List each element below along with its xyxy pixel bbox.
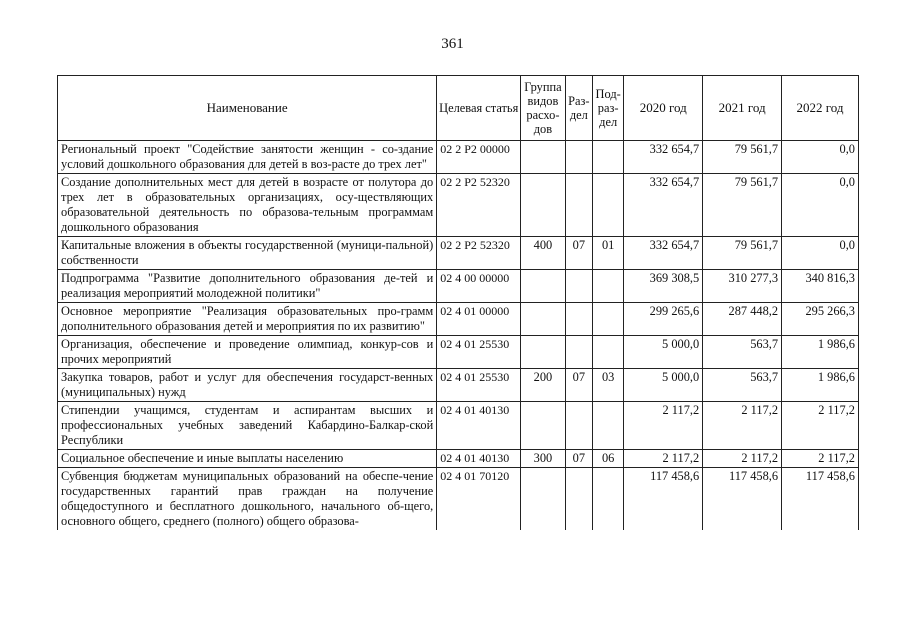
row-subsection: 03 — [592, 369, 623, 402]
budget-table — [57, 75, 859, 530]
row-value-2020: 5 000,0 — [624, 369, 703, 402]
row-value-2020: 332 654,7 — [624, 237, 703, 270]
row-value-2022: 2 117,2 — [782, 450, 859, 468]
row-target-article: 02 4 01 25530 — [437, 336, 521, 369]
row-section — [565, 174, 592, 237]
row-section — [565, 270, 592, 303]
table-row — [58, 237, 859, 270]
row-value-2021: 563,7 — [703, 369, 782, 402]
header-name: Наименование — [58, 76, 437, 141]
row-target-article: 02 4 01 70120 — [437, 468, 521, 531]
row-value-2020: 2 117,2 — [624, 450, 703, 468]
row-expense-group — [521, 468, 566, 531]
row-target-article: 02 4 01 25530 — [437, 369, 521, 402]
row-target-article: 02 4 00 00000 — [437, 270, 521, 303]
row-value-2022: 0,0 — [782, 141, 859, 174]
row-value-2021: 79 561,7 — [703, 141, 782, 174]
row-subsection — [592, 468, 623, 531]
row-name: Основное мероприятие "Реализация образовательных про-грамм дополнительного образования детей и мероприятия по их развитию" — [58, 303, 437, 336]
table-row — [58, 336, 859, 369]
row-name: Социальное обеспечение и иные выплаты населению — [58, 450, 437, 468]
row-section — [565, 468, 592, 531]
row-target-article: 02 2 P2 52320 — [437, 174, 521, 237]
row-value-2021: 117 458,6 — [703, 468, 782, 531]
row-value-2020: 2 117,2 — [624, 402, 703, 450]
row-name: Субвенция бюджетам муниципальных образований на обеспе-чение государственных гарантий прав граждан на получение общедоступного и бесплатного дошкольного, начального об-щего, основного общего, среднего (полного) общего образова- — [58, 468, 437, 531]
row-subsection — [592, 270, 623, 303]
row-value-2022: 1 986,6 — [782, 369, 859, 402]
row-value-2020: 299 265,6 — [624, 303, 703, 336]
row-value-2021: 79 561,7 — [703, 237, 782, 270]
table-row — [58, 270, 859, 303]
row-value-2020: 369 308,5 — [624, 270, 703, 303]
header-year-2021: 2021 год — [703, 76, 782, 141]
row-expense-group — [521, 303, 566, 336]
table-header-row — [58, 76, 859, 141]
header-section: Раз-дел — [565, 76, 592, 141]
row-section — [565, 141, 592, 174]
row-expense-group — [521, 141, 566, 174]
row-value-2020: 117 458,6 — [624, 468, 703, 531]
row-subsection — [592, 402, 623, 450]
row-name: Стипендии учащимся, студентам и аспирантам высших и профессиональных учебных заведений Кабардино-Балкар-ской Республики — [58, 402, 437, 450]
table-row — [58, 141, 859, 174]
row-subsection — [592, 174, 623, 237]
row-value-2021: 79 561,7 — [703, 174, 782, 237]
row-subsection — [592, 141, 623, 174]
row-subsection — [592, 336, 623, 369]
header-expense-group: Группа видов расхо-дов — [521, 76, 566, 141]
row-section: 07 — [565, 450, 592, 468]
table-row — [58, 369, 859, 402]
row-section — [565, 303, 592, 336]
row-expense-group: 400 — [521, 237, 566, 270]
row-expense-group — [521, 336, 566, 369]
row-value-2022: 0,0 — [782, 174, 859, 237]
row-target-article: 02 4 01 00000 — [437, 303, 521, 336]
row-value-2022: 340 816,3 — [782, 270, 859, 303]
row-subsection: 06 — [592, 450, 623, 468]
row-name: Организация, обеспечение и проведение олимпиад, конкур-сов и прочих мероприятий — [58, 336, 437, 369]
row-section — [565, 402, 592, 450]
row-name: Капитальные вложения в объекты государственной (муници-пальной) собственности — [58, 237, 437, 270]
row-subsection — [592, 303, 623, 336]
row-name: Создание дополнительных мест для детей в возрасте от полутора до трех лет в образовательных организациях, осу-ществляющих образовательной деятельность по образова-тельным программам дошкольного образования — [58, 174, 437, 237]
row-target-article: 02 2 P2 00000 — [437, 141, 521, 174]
row-expense-group: 300 — [521, 450, 566, 468]
row-section — [565, 336, 592, 369]
row-value-2022: 1 986,6 — [782, 336, 859, 369]
table-row — [58, 174, 859, 237]
row-value-2020: 5 000,0 — [624, 336, 703, 369]
table-row — [58, 303, 859, 336]
row-name: Закупка товаров, работ и услуг для обеспечения государст-венных (муниципальных) нужд — [58, 369, 437, 402]
row-value-2022: 117 458,6 — [782, 468, 859, 531]
row-value-2022: 295 266,3 — [782, 303, 859, 336]
header-year-2022: 2022 год — [782, 76, 859, 141]
row-value-2022: 2 117,2 — [782, 402, 859, 450]
header-year-2020: 2020 год — [624, 76, 703, 141]
row-section: 07 — [565, 369, 592, 402]
row-value-2021: 563,7 — [703, 336, 782, 369]
row-subsection: 01 — [592, 237, 623, 270]
row-expense-group — [521, 270, 566, 303]
row-expense-group — [521, 402, 566, 450]
row-value-2020: 332 654,7 — [624, 174, 703, 237]
row-value-2021: 287 448,2 — [703, 303, 782, 336]
row-target-article: 02 4 01 40130 — [437, 402, 521, 450]
header-subsection: Под-раз-дел — [592, 76, 623, 141]
header-target-article: Целевая статья — [437, 76, 521, 141]
row-name: Подпрограмма "Развитие дополнительного образования де-тей и реализация мероприятий молодежной политики" — [58, 270, 437, 303]
page-number: 361 — [441, 36, 464, 52]
row-name: Региональный проект "Содействие занятости женщин - со-здание условий дошкольного образования для детей в воз-расте до трех лет" — [58, 141, 437, 174]
table-row — [58, 468, 859, 531]
row-value-2021: 2 117,2 — [703, 450, 782, 468]
table-row — [58, 402, 859, 450]
row-target-article: 02 2 P2 52320 — [437, 237, 521, 270]
row-value-2022: 0,0 — [782, 237, 859, 270]
row-value-2021: 2 117,2 — [703, 402, 782, 450]
row-value-2020: 332 654,7 — [624, 141, 703, 174]
row-value-2021: 310 277,3 — [703, 270, 782, 303]
row-target-article: 02 4 01 40130 — [437, 450, 521, 468]
table-row — [58, 450, 859, 468]
row-section: 07 — [565, 237, 592, 270]
row-expense-group: 200 — [521, 369, 566, 402]
row-expense-group — [521, 174, 566, 237]
